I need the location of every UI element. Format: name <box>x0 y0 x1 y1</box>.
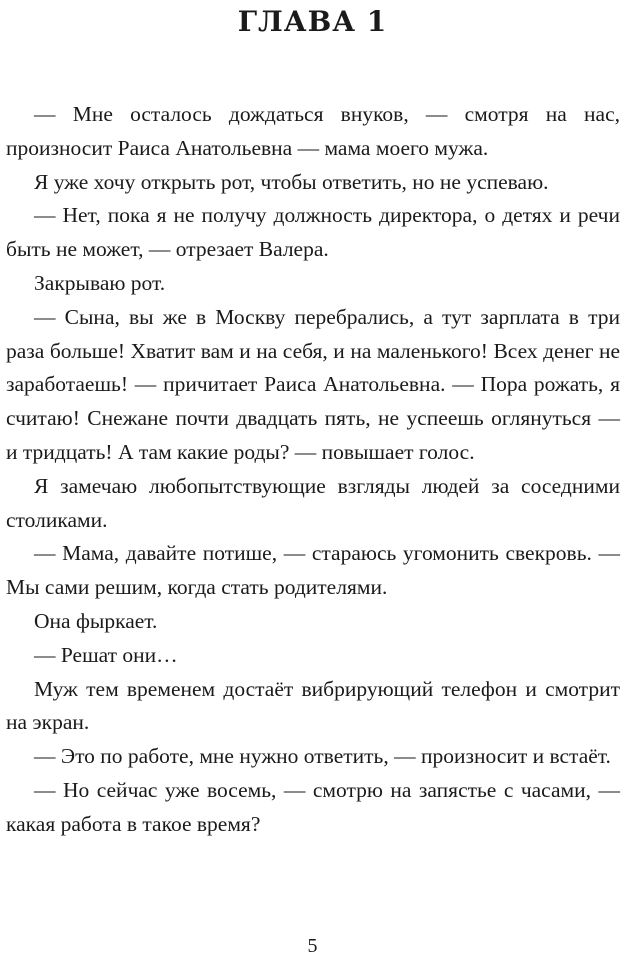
paragraph: Закрываю рот. <box>34 270 166 295</box>
paragraph: — Это по работе, мне нужно ответить, — произносит и встаёт. <box>34 744 611 769</box>
chapter-text <box>6 98 620 842</box>
paragraph: Муж тем временем достаёт вибрирующий телефон и смотрит на экран. <box>6 676 620 735</box>
paragraph: — Сына, вы же в Москву перебрались, а тут зарплата в три раза больше! Хватит вам и на себя, и на маленького! Всех денег не заработаешь! — причитает Раиса Анатольевна. — Пора рожать, я считаю! Снежане почти двадцать пять, не успеешь оглянуться — и тридцать! А там какие роды? — повышает голос. <box>6 304 620 464</box>
paragraph: — Мне осталось дождаться внуков, — смотря на нас, произносит Раиса Анатольевна — мама моего мужа. <box>6 102 620 160</box>
paragraph: — Мама, давайте потише, — стараюсь угомонить свекровь. — Мы сами решим, когда стать родителями. <box>6 541 620 600</box>
paragraph: Она фыркает. <box>34 608 158 633</box>
paragraph: Я уже хочу открыть рот, чтобы ответить, но не успеваю. <box>34 169 549 194</box>
paragraph: — Но сейчас уже восемь, — смотрю на запястье с часами, — какая работа в такое время? <box>6 777 620 836</box>
chapter-title: ГЛАВА 1 <box>237 5 388 38</box>
paragraph: — Нет, пока я не получу должность директора, о детях и речи быть не может, — отрезает Валера. <box>6 203 620 262</box>
page-number: 5 <box>307 935 318 957</box>
paragraph: Я замечаю любопытствующие взгляды людей за соседними столиками. <box>6 473 620 532</box>
paragraph: — Решат они… <box>34 642 178 667</box>
